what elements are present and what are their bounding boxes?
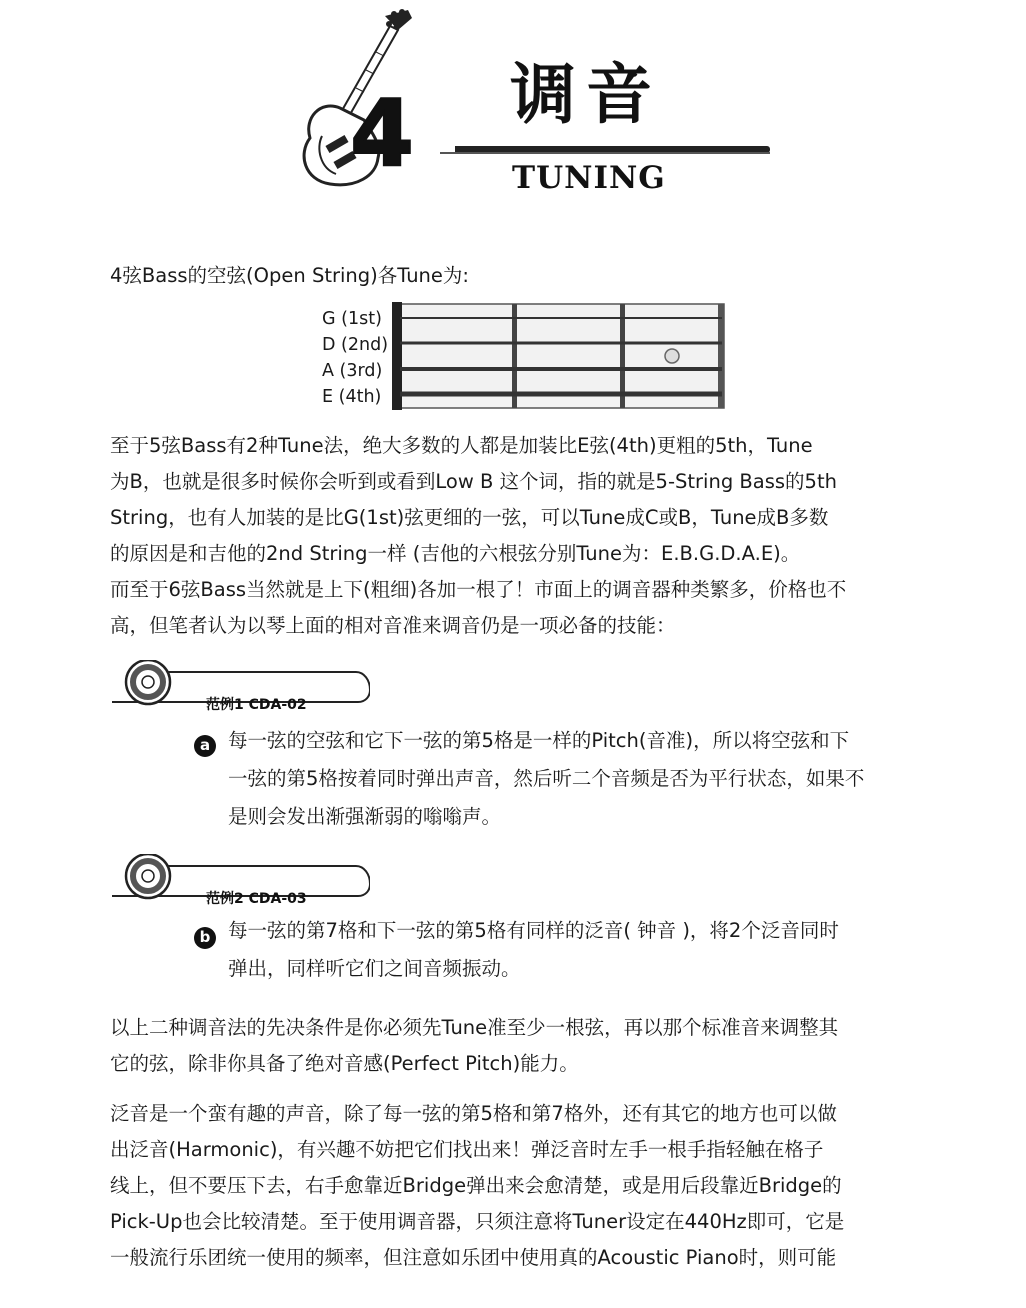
title-rule-thin — [440, 152, 770, 154]
paragraph-line: 至于5弦Bass有2种Tune法，绝大多数的人都是加装比E弦(4th)更粗的5th，Tune — [110, 434, 813, 457]
example-line: 每一弦的第7格和下一弦的第5格有同样的泛音( 钟音 )，将2个泛音同时 — [228, 919, 839, 942]
example-2-text — [228, 912, 958, 988]
example-2-badge: b — [194, 927, 216, 949]
paragraph-line: 高，但笔者认为以琴上面的相对音准来调音仍是一项必备的技能： — [110, 614, 676, 637]
string-label-d: D (2nd) — [322, 335, 389, 355]
string-label-e: E (4th) — [322, 387, 382, 407]
example-1-label: 范例1 CDA-02 — [206, 697, 307, 713]
paragraph-line: 线上，但不要压下去，右手愈靠近Bridge弹出来会愈清楚，或是用后段靠近Bridge的 — [110, 1174, 842, 1197]
intro-text: 4弦Bass的空弦(Open String)各Tune为: — [110, 264, 469, 287]
paragraph-line: 以上二种调音法的先决条件是你必须先Tune准至少一根弦，再以那个标准音来调整其 — [110, 1016, 839, 1039]
example-line: 是则会发出渐强渐弱的嗡嗡声。 — [228, 805, 502, 828]
example-1-badge: a — [194, 735, 216, 757]
example-2-label: 范例2 CDA-03 — [206, 891, 307, 907]
paragraph-prerequisite — [110, 1010, 960, 1082]
paragraph-line: 它的弦，除非你具备了绝对音感(Perfect Pitch)能力。 — [110, 1052, 579, 1075]
chapter-number: 4 — [350, 80, 415, 187]
paragraph-line: 的原因是和吉他的2nd String一样 (吉他的六根弦分别Tune为：E.B.G.D.A.E)。 — [110, 542, 801, 565]
paragraph-five-six-string — [110, 428, 960, 644]
paragraph-line: 出泛音(Harmonic)，有兴趣不妨把它们找出来！弹泛音时左手一根手指轻触在格子 — [110, 1138, 824, 1161]
paragraph-line: 一般流行乐团统一使用的频率，但注意如乐团中使用真的Acoustic Piano时，则可能 — [110, 1246, 837, 1269]
string-label-g: G (1st) — [322, 309, 382, 329]
paragraph-line: Pick-Up也会比较清楚。至于使用调音器，只须注意将Tuner设定在440Hz即可，它是 — [110, 1210, 845, 1233]
paragraph-line: 为B，也就是很多时候你会听到或看到Low B 这个词，指的就是5-String Bass的5th — [110, 470, 837, 493]
example-line: 一弦的第5格按着同时弹出声音，然后听二个音频是否为平行状态，如果不 — [228, 767, 865, 790]
paragraph-line: 泛音是一个蛮有趣的声音，除了每一弦的第5格和第7格外，还有其它的地方也可以做 — [110, 1102, 837, 1125]
example-label-wrap — [108, 882, 370, 912]
string-label-a: A (3rd) — [322, 361, 383, 381]
chapter-title: 调音 — [510, 56, 662, 133]
paragraph-line: 而至于6弦Bass当然就是上下(粗细)各加一根了！市面上的调音器种类繁多，价格也不 — [110, 578, 847, 601]
string-labels — [322, 306, 392, 410]
paragraph-line: String，也有人加装的是比G(1st)弦更细的一弦，可以Tune成C或B，Tune成B多数 — [110, 506, 829, 529]
example-label-wrap — [108, 688, 370, 718]
example-line: 每一弦的空弦和它下一弦的第5格是一样的Pitch(音准)，所以将空弦和下 — [228, 729, 850, 752]
paragraph-harmonics — [110, 1096, 970, 1276]
example-line: 弹出，同样听它们之间音频振动。 — [228, 957, 521, 980]
example-1-text — [228, 722, 958, 836]
chapter-subtitle: TUNING — [512, 160, 666, 196]
fretboard-diagram — [392, 302, 728, 410]
